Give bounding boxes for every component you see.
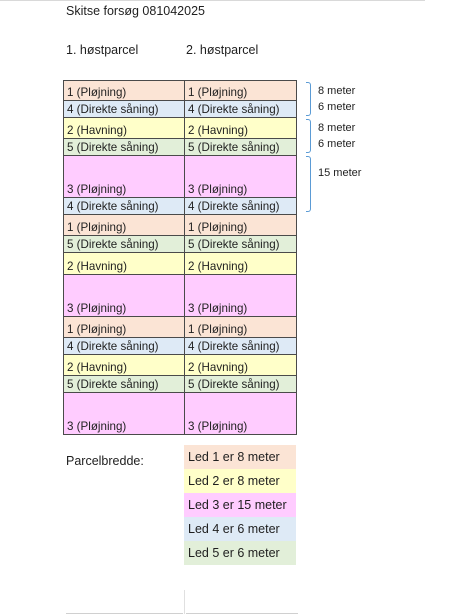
cell-parcel-1: 3 (Pløjning) (64, 156, 185, 198)
measurement-label: 6 meter (318, 138, 356, 150)
cell-parcel-1: 1 (Pløjning) (64, 215, 185, 236)
page-bottom-line (66, 613, 183, 614)
table-row (64, 376, 297, 393)
table-row (64, 355, 297, 376)
bracket-group-1 (306, 82, 311, 116)
cell-parcel-1: 5 (Direkte såning) (64, 376, 185, 393)
measurement-label: 8 meter (318, 122, 356, 134)
column-header-1: 1. høstparcel (66, 43, 139, 57)
table-row (64, 198, 297, 215)
measurement-label: 8 meter (318, 85, 356, 97)
cell-parcel-1: 3 (Pløjning) (64, 393, 185, 435)
legend-item-led-5: Led 5 er 6 meter (184, 541, 296, 565)
legend-item-led-1: Led 1 er 8 meter (184, 445, 296, 469)
cell-parcel-1: 3 (Pløjning) (64, 275, 185, 317)
cell-parcel-1: 2 (Havning) (64, 253, 185, 275)
cell-parcel-2: 1 (Pløjning) (185, 215, 297, 236)
table-row (64, 118, 297, 139)
page-divider (184, 590, 185, 614)
cell-parcel-1: 5 (Direkte såning) (64, 236, 185, 253)
measurement-label: 6 meter (318, 101, 356, 113)
table-row (64, 139, 297, 156)
cell-parcel-1: 4 (Direkte såning) (64, 338, 185, 355)
bracket-group-3 (306, 156, 311, 212)
table-row (64, 236, 297, 253)
top-border-line (0, 0, 425, 1)
table-row (64, 253, 297, 275)
cell-parcel-2: 3 (Pløjning) (185, 156, 297, 198)
cell-parcel-2: 4 (Direkte såning) (185, 101, 297, 118)
cell-parcel-1: 1 (Pløjning) (64, 81, 185, 101)
cell-parcel-2: 1 (Pløjning) (185, 81, 297, 101)
cell-parcel-2: 3 (Pløjning) (185, 393, 297, 435)
cell-parcel-2: 2 (Havning) (185, 118, 297, 139)
cell-parcel-2: 3 (Pløjning) (185, 275, 297, 317)
table-row (64, 317, 297, 338)
field-layout-table (63, 80, 297, 435)
cell-parcel-2: 1 (Pløjning) (185, 317, 297, 338)
cell-parcel-2: 5 (Direkte såning) (185, 236, 297, 253)
measurement-label: 15 meter (318, 167, 362, 179)
legend-item-led-4: Led 4 er 6 meter (184, 517, 296, 541)
legend-item-led-2: Led 2 er 8 meter (184, 469, 296, 493)
column-header-2: 2. høstparcel (186, 43, 259, 57)
cell-parcel-1: 1 (Pløjning) (64, 317, 185, 338)
cell-parcel-2: 2 (Havning) (185, 355, 297, 376)
table-row (64, 338, 297, 355)
page-bottom-line (186, 613, 298, 614)
table-row (64, 275, 297, 317)
table-row (64, 156, 297, 198)
cell-parcel-2: 5 (Direkte såning) (185, 376, 297, 393)
table-row (64, 101, 297, 118)
cell-parcel-1: 4 (Direkte såning) (64, 198, 185, 215)
cell-parcel-1: 4 (Direkte såning) (64, 101, 185, 118)
parcelbredde-label: Parcelbredde: (66, 454, 144, 468)
cell-parcel-2: 4 (Direkte såning) (185, 338, 297, 355)
cell-parcel-2: 2 (Havning) (185, 253, 297, 275)
cell-parcel-1: 5 (Direkte såning) (64, 139, 185, 156)
cell-parcel-2: 5 (Direkte såning) (185, 139, 297, 156)
table-row (64, 215, 297, 236)
legend-item-led-3: Led 3 er 15 meter (184, 493, 296, 517)
bracket-group-2 (306, 119, 311, 153)
table-row (64, 81, 297, 101)
cell-parcel-1: 2 (Havning) (64, 355, 185, 376)
cell-parcel-1: 2 (Havning) (64, 118, 185, 139)
table-row (64, 393, 297, 435)
cell-parcel-2: 4 (Direkte såning) (185, 198, 297, 215)
document-title: Skitse forsøg 081042025 (66, 4, 205, 18)
